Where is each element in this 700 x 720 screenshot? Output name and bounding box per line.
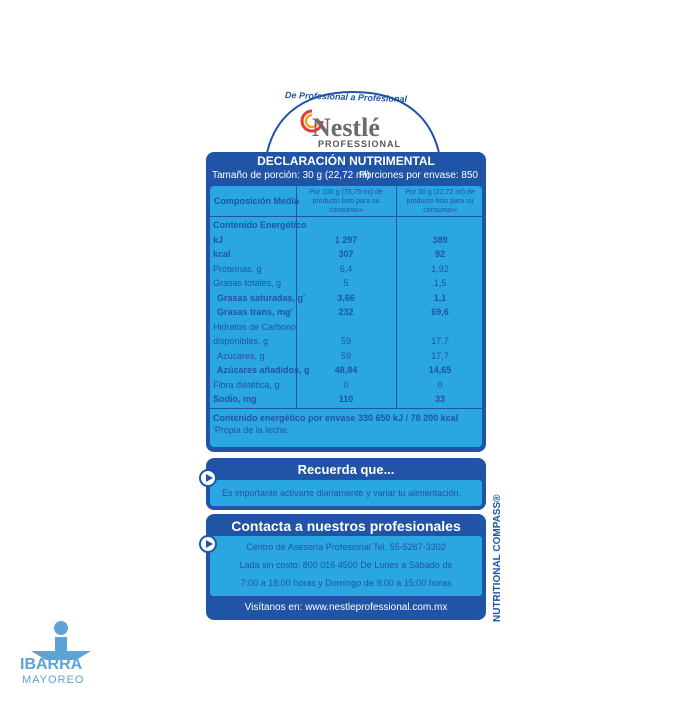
nutrition-row	[210, 351, 482, 363]
value-per-100g: 1 297	[334, 234, 358, 245]
nutrient-label: Grasas totales, g	[213, 278, 282, 288]
nutrition-table	[210, 186, 482, 447]
nutrient-label: Azúcares añadidos, g	[217, 365, 310, 375]
value-per-30g: 0	[437, 379, 443, 390]
nestle-logo-sub: PROFESSIONAL	[318, 139, 402, 149]
website: Visítanos en: www.nestleprofessional.com.mx	[244, 602, 448, 613]
value-per-30g: 17,7	[431, 350, 449, 361]
nutrition-row	[210, 220, 482, 232]
portions-per-pack: Porciones por envase: 850	[359, 170, 478, 181]
value-per-100g: 0	[343, 379, 349, 390]
nutrition-title: DECLARACIÓN NUTRIMENTAL	[257, 154, 435, 168]
header-composition: Composición Media	[214, 196, 300, 206]
value-per-100g: 3,66	[337, 292, 355, 303]
play-arrow-icon	[199, 469, 217, 487]
reminder-body	[210, 480, 482, 506]
nutrient-label: Contenido Energético	[213, 220, 307, 230]
value-per-30g: 389	[432, 234, 448, 245]
value-per-30g: 33	[434, 394, 445, 404]
value-per-30g: 1,5	[433, 278, 447, 288]
nutrition-row	[210, 249, 482, 261]
header-per-30g: Por 30 g (22,72 ml) de producto listo para su consumo∞	[405, 189, 475, 214]
nutrition-row	[210, 322, 482, 334]
nutrient-label: kcal	[213, 249, 231, 259]
contact-title: Contacta a nuestros profesionales	[231, 518, 461, 534]
nutrition-row	[210, 278, 482, 290]
nutrition-row	[210, 235, 482, 247]
play-arrow-icon	[199, 535, 217, 553]
value-per-100g: 59	[340, 336, 351, 346]
value-per-100g: 110	[338, 394, 354, 404]
nutrient-label: Grasas saturadas, g'	[217, 292, 306, 303]
nutrition-row	[210, 307, 482, 319]
ibarra-logo-icon	[26, 620, 106, 660]
nutritional-compass-label: NUTRITIONAL COMPASS®	[492, 494, 503, 622]
energy-per-pack: Contenido energético por envase 330 650 kJ / 78 200 kcal	[213, 413, 459, 423]
contact-line-2: Lada sin costo: 800 016 4500 De Lunes a Sábado de	[239, 560, 453, 570]
header-per-100g: Por 100 g (75,75 ml) de producto listo para su consumo∞	[309, 189, 383, 214]
nutrient-label: Fibra dietética, g	[213, 379, 280, 390]
nutrition-row	[210, 394, 482, 406]
ibarra-logo-sub: MAYOREO	[22, 674, 85, 686]
contact-panel	[206, 514, 486, 620]
nutrition-row	[210, 336, 482, 348]
nestle-logo: Nestlé	[312, 113, 380, 142]
reminder-title: Recuerda que...	[297, 462, 395, 477]
nutrient-label: Sodio, mg	[213, 394, 257, 404]
nutrient-label: Proteínas, g	[213, 263, 262, 274]
contact-body	[210, 536, 482, 596]
nutrient-label: kJ	[213, 234, 224, 245]
nutrition-panel	[206, 152, 486, 452]
nutrient-label: Hidratos de Carbono	[213, 321, 297, 332]
portion-size: Tamaño de porción: 30 g (22,72 ml)	[212, 170, 370, 181]
nutrition-row	[210, 380, 482, 392]
reminder-panel	[206, 458, 486, 510]
value-per-30g: 1,92	[431, 263, 449, 274]
value-per-30g: 69,6	[431, 307, 449, 317]
value-per-30g: 92	[434, 249, 445, 259]
tagline: De Profesional a Profesional	[284, 89, 408, 105]
value-per-100g: 48,84	[334, 365, 358, 375]
nutrition-row	[210, 264, 482, 276]
nutrient-label: Azúcares, g	[217, 350, 265, 361]
value-per-100g: 307	[338, 249, 354, 259]
nutrition-row	[210, 365, 482, 377]
nutrient-label: Grasas trans, mg'	[217, 307, 293, 317]
value-per-100g: 5	[343, 278, 349, 288]
nutrient-label: disponibles, g	[213, 336, 269, 346]
nutrition-table-header	[210, 186, 482, 217]
value-per-30g: 17,7	[431, 336, 449, 346]
contact-line-3: 7:00 a 18:00 horas y Domingo de 9:00 a 15:00 horas	[240, 578, 452, 588]
value-per-100g: 59	[340, 350, 351, 361]
value-per-100g: 232	[338, 307, 354, 317]
footnote: 'Propia de la leche.	[213, 425, 290, 435]
contact-line-1: Centro de Asesoría Profesional Tel. 55-5267-3302	[246, 542, 446, 552]
value-per-30g: 14,65	[428, 365, 452, 375]
nutrition-row	[210, 293, 482, 305]
value-per-30g: 1,1	[433, 292, 447, 303]
reminder-text: Es importante activarte diariamente y variar tu alimentación.	[222, 488, 462, 498]
ibarra-logo-name: IBARRA	[20, 656, 83, 673]
value-per-100g: 6,4	[339, 263, 353, 274]
